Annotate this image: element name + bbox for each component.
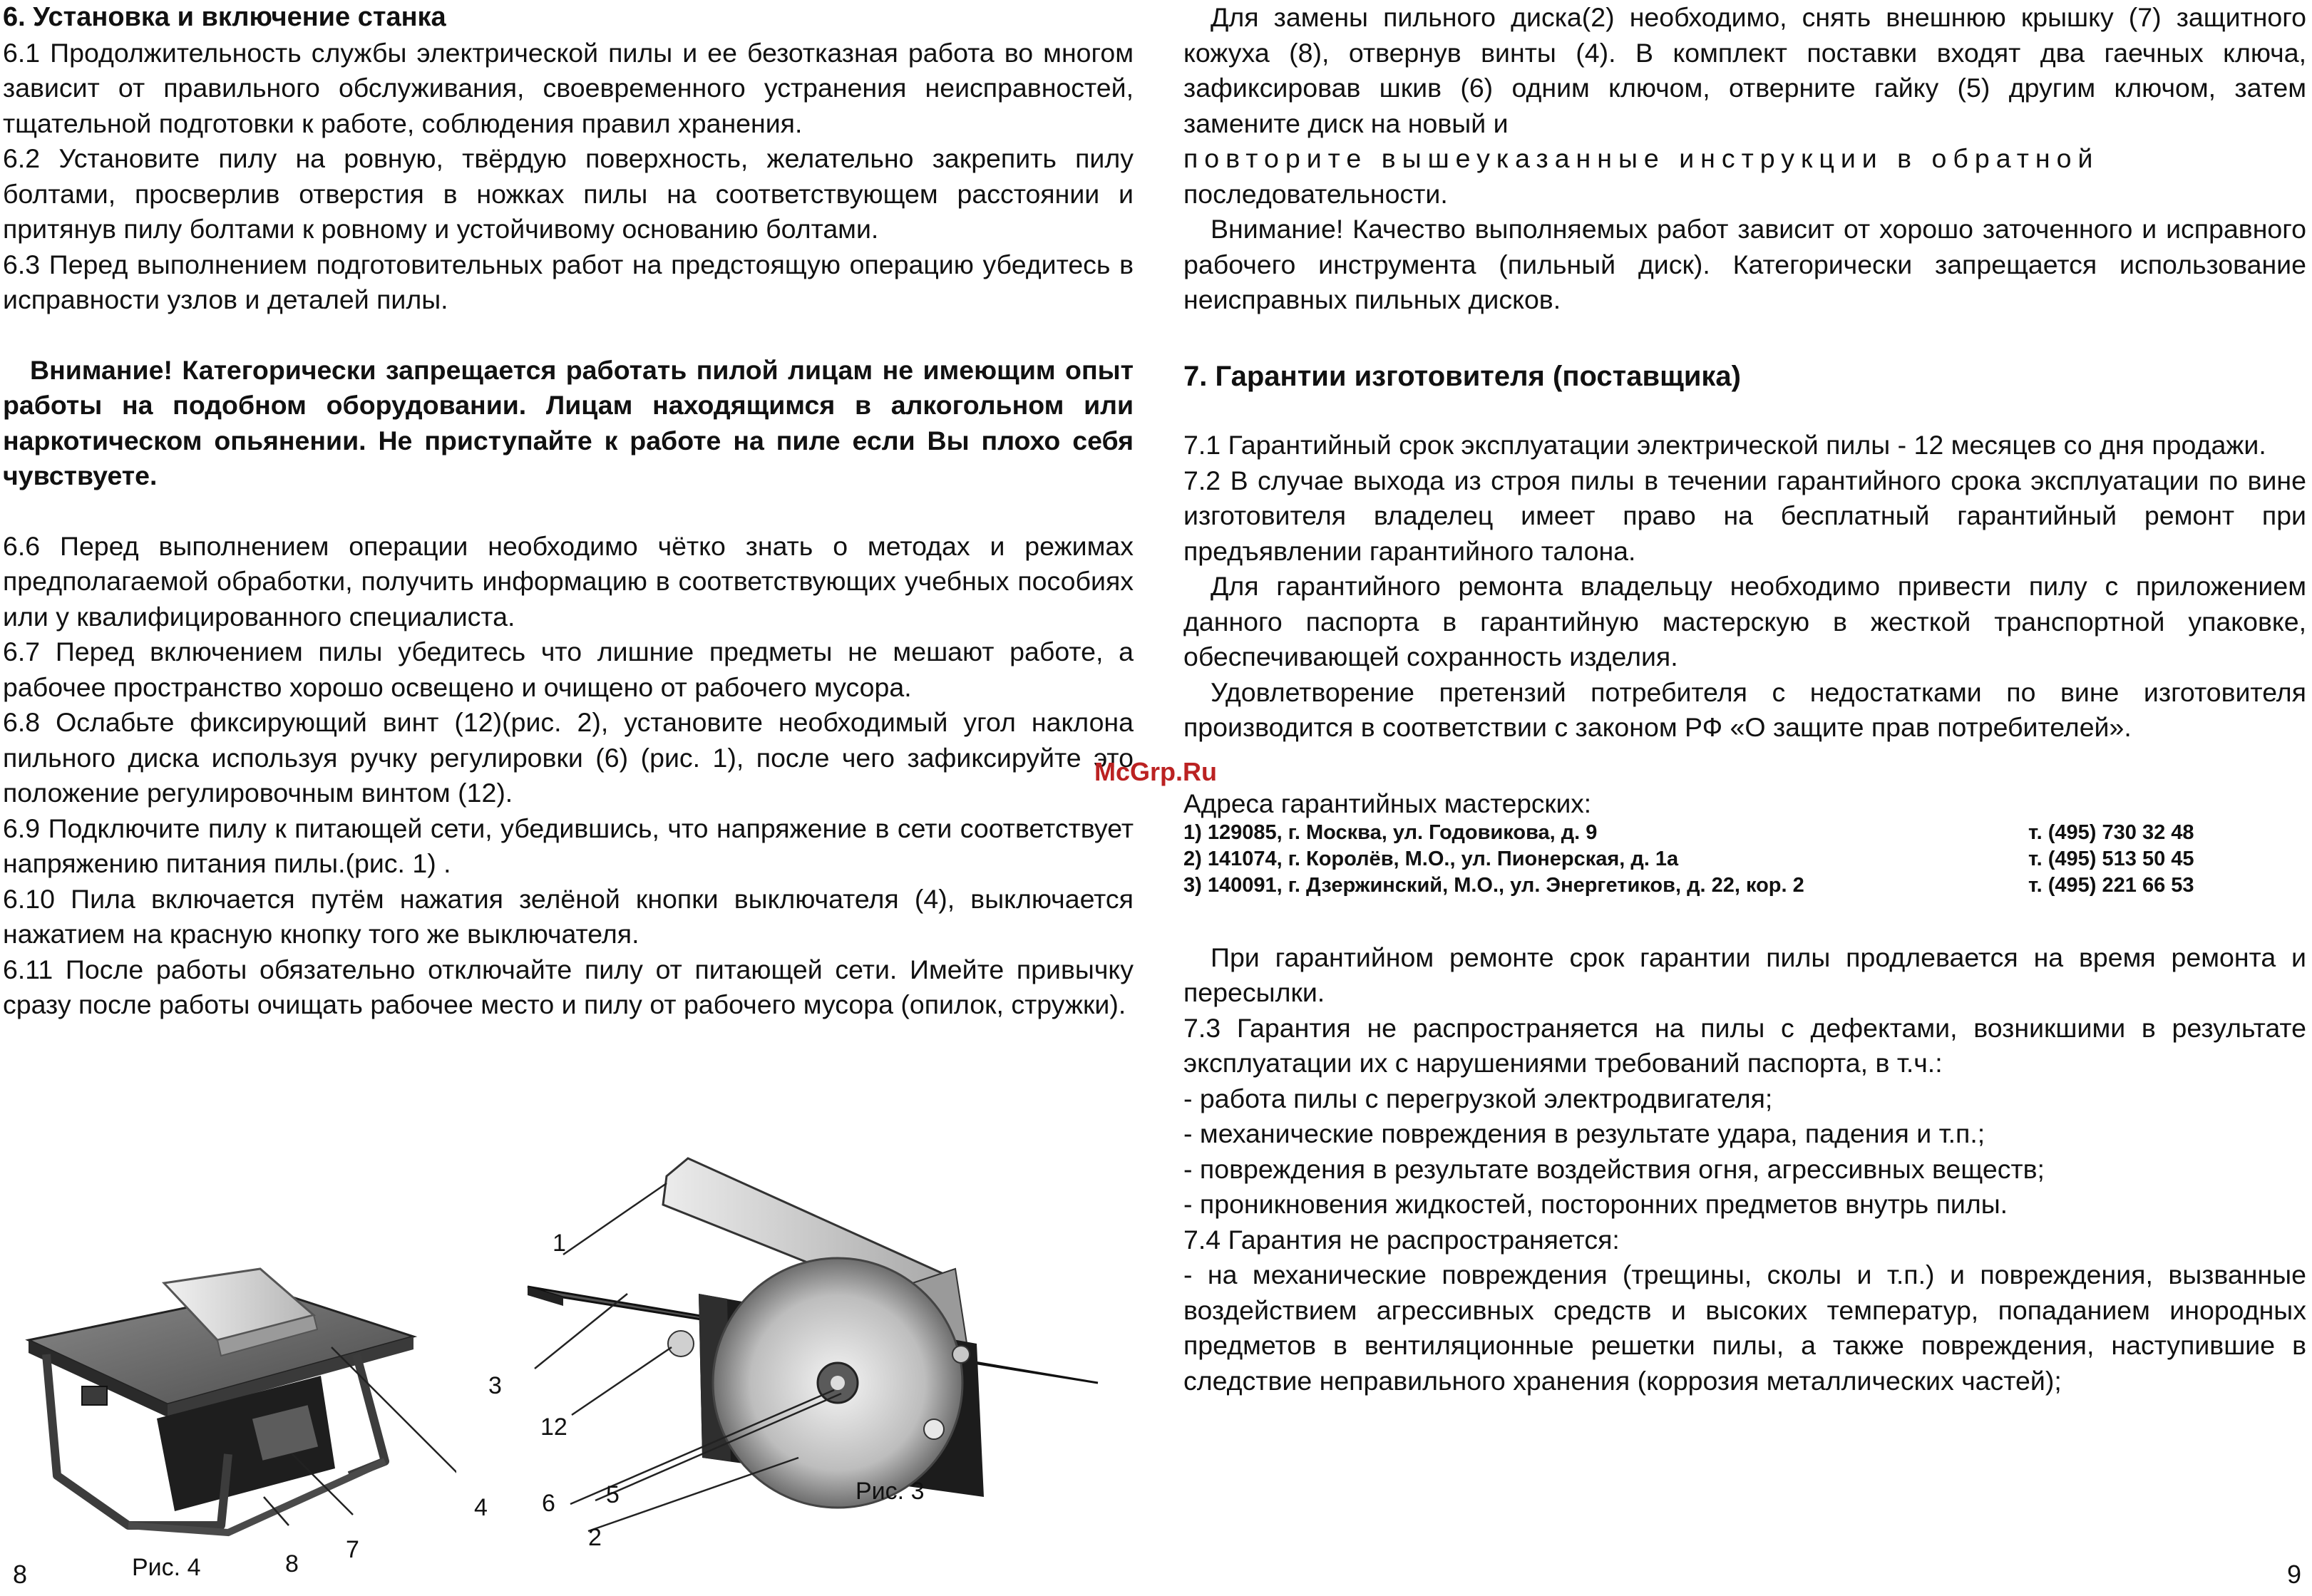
addresses-heading: Адреса гарантийных мастерских: [1183, 788, 1592, 818]
address-text: 1) 129085, г. Москва, ул. Годовикова, д. 9 [1183, 820, 1598, 844]
page-number-left: 8 [13, 1560, 28, 1589]
callout-7: 7 [346, 1536, 359, 1563]
para-6-11: 6.11 После работы обязательно отключайте пилу от питающей сети. Имейте привычку сразу после работы очищать рабочее место и пилу от рабочего мусора (опилок, стружки). [3, 954, 1134, 1019]
address-phone: т. (495) 221 66 53 [2028, 873, 2194, 897]
bullet-damage: - на механические повреждения (трещины, сколы и т.п.) и повреждения, вызванные воздействием агрессивных средств и высоких температур, попаданием инородных предметов в вентиляционные решетки пилы, а также повреждения, наступившие в следствие неправильного хранения (коррозия металлических частей); [1183, 1260, 2306, 1396]
para-7-2: 7.2 В случае выхода из строя пилы в течении гарантийного срока эксплуатации по вине изготовителя владелец имеет право на бесплатный гарантийный ремонт при предъявлении гарантийного талона. [1183, 465, 2306, 566]
address-phone: т. (495) 730 32 48 [2028, 820, 2194, 844]
para-6-2: 6.2 Установите пилу на ровную, твёрдую поверхность, желательно закрепить пилу болтами, просверлив отверстия в ножках пилы на соответствующем расстоянии и притянув пилу болтами к ровному и устойчивому основанию болтами. [3, 143, 1134, 244]
figure-4-saw-photo [14, 1240, 456, 1561]
page-number-right: 9 [2287, 1560, 2302, 1589]
para-6-8: 6.8 Ослабьте фиксирующий винт (12)(рис. 2), установите необходимый угол наклона пильного диска используя ручку регулировки (6) (рис. 1), после чего зафиксируйте это положение регулировочным винтом (12). [3, 707, 1134, 808]
para-disk-replace-spaced: повторите вышеуказанные инструкции в обратной [1183, 143, 2100, 173]
para-7-4: 7.4 Гарантия не распространяется: [1183, 1224, 1620, 1255]
para-repair: Для гарантийного ремонта владельцу необходимо привести пилу с приложением данного паспорта в гарантийную мастерскую в жесткой транспортной упаковке, обеспечивающей сохранность изделия. [1183, 571, 2306, 671]
address-row [1183, 872, 2306, 899]
addresses-list [1183, 820, 2306, 899]
para-claims: Удовлетворение претензий потребителя с недостатками по вине изготовителя производится в соответствии с законом РФ «О защите прав потребителей». [1183, 676, 2306, 742]
address-text: 2) 141074, г. Королёв, М.О., ул. Пионерская, д. 1а [1183, 847, 1679, 870]
callout-1: 1 [553, 1230, 566, 1257]
para-6-7: 6.7 Перед включением пилы убедитесь что лишние предметы не мешают работе, а рабочее пространство хорошо освещено и очищено от рабочего мусора. [3, 637, 1134, 702]
address-text: 3) 140091, г. Дзержинский, М.О., ул. Энергетиков, д. 22, кор. 2 [1183, 873, 1804, 897]
address-row [1183, 846, 2306, 872]
watermark: McGrp.Ru [1094, 757, 1218, 786]
callout-3: 3 [488, 1372, 502, 1399]
para-disk-replace-end: последовательности. [1183, 178, 1448, 209]
left-column [3, 0, 1134, 1023]
callout-4: 4 [474, 1494, 488, 1521]
address-row [1183, 820, 2306, 846]
para-extend: При гарантийном ремонте срок гарантии пилы продлевается на время ремонта и пересылки. [1183, 942, 2306, 1007]
para-attention: Внимание! Качество выполняемых работ зависит от хорошо заточенного и исправного рабочего инструмента (пильный диск). Категорически запрещается использование неисправных пильных дисков. [1183, 214, 2306, 314]
right-column [1183, 0, 2306, 1399]
section-7-heading: 7. Гарантии изготовителя (поставщика) [1183, 360, 1741, 392]
warning-paragraph: Внимание! Категорически запрещается работать пилой лицам не имеющим опыт работы на подобном оборудовании. Лицам находящимся в алкогольном или наркотическом опьянении. Не приступайте к работе на пиле если Вы плохо себя чувствуете. [3, 354, 1134, 490]
bullet-overload: - работа пилы с перегрузкой электродвигателя; [1183, 1083, 1773, 1113]
para-7-1: 7.1 Гарантийный срок эксплуатации электрической пилы - 12 месяцев со дня продажи. [1183, 430, 2266, 460]
para-7-3: 7.3 Гарантия не распространяется на пилы с дефектами, возникшими в результате эксплуатации их с нарушениями требований паспорта, в т.ч.: [1183, 1012, 2306, 1078]
callout-6: 6 [542, 1490, 555, 1517]
callout-5: 5 [606, 1481, 620, 1508]
figure-3-caption: Рис. 3 [856, 1478, 925, 1505]
bullet-liquids: - проникновения жидкостей, посторонних предметов внутрь пилы. [1183, 1189, 2008, 1219]
figure-3-saw-photo [485, 1141, 1126, 1540]
bullet-mechanical: - механические повреждения в результате удара, падения и т.п.; [1183, 1118, 1985, 1148]
callout-8: 8 [285, 1550, 299, 1577]
para-6-9: 6.9 Подключите пилу к питающей сети, убедившись, что напряжение в сети соответствует напряжению питания пилы.(рис. 1) . [3, 813, 1134, 878]
callout-2: 2 [588, 1524, 602, 1551]
figure-4-caption: Рис. 4 [132, 1554, 201, 1581]
para-6-1: 6.1 Продолжительность службы электрической пилы и ее безотказная работа во многом зависит от правильного обслуживания, своевременного устранения неисправностей, тщательной подготовки к работе, соблюдения правил хранения. [3, 37, 1134, 138]
para-6-6: 6.6 Перед выполнением операции необходимо чётко знать о методах и режимах предполагаемой обработки, получить информацию в соответствующих учебных пособиях или у квалифицированного специалиста. [3, 530, 1134, 632]
callout-12: 12 [540, 1414, 567, 1441]
para-disk-replace: Для замены пильного диска(2) необходимо, снять внешнюю крышку (7) защитного кожуха (8), отвернув винты (4). В комплект поставки входят два гаечных ключа, зафиксировав шкив (6) одним ключом, отверните гайку (5) другим ключом, затем замените диск на новый и [1183, 2, 2306, 138]
section-6-heading: 6. Установка и включение станка [3, 2, 446, 32]
para-6-10: 6.10 Пила включается путём нажатия зелёной кнопки выключателя (4), выключается нажатием на красную кнопку того же выключателя. [3, 883, 1134, 949]
para-6-3: 6.3 Перед выполнением подготовительных работ на предстоящую операцию убедитесь в исправности узлов и деталей пилы. [3, 249, 1134, 314]
bullet-fire: - повреждения в результате воздействия огня, агрессивных веществ; [1183, 1153, 2045, 1184]
address-phone: т. (495) 513 50 45 [2028, 847, 2194, 870]
